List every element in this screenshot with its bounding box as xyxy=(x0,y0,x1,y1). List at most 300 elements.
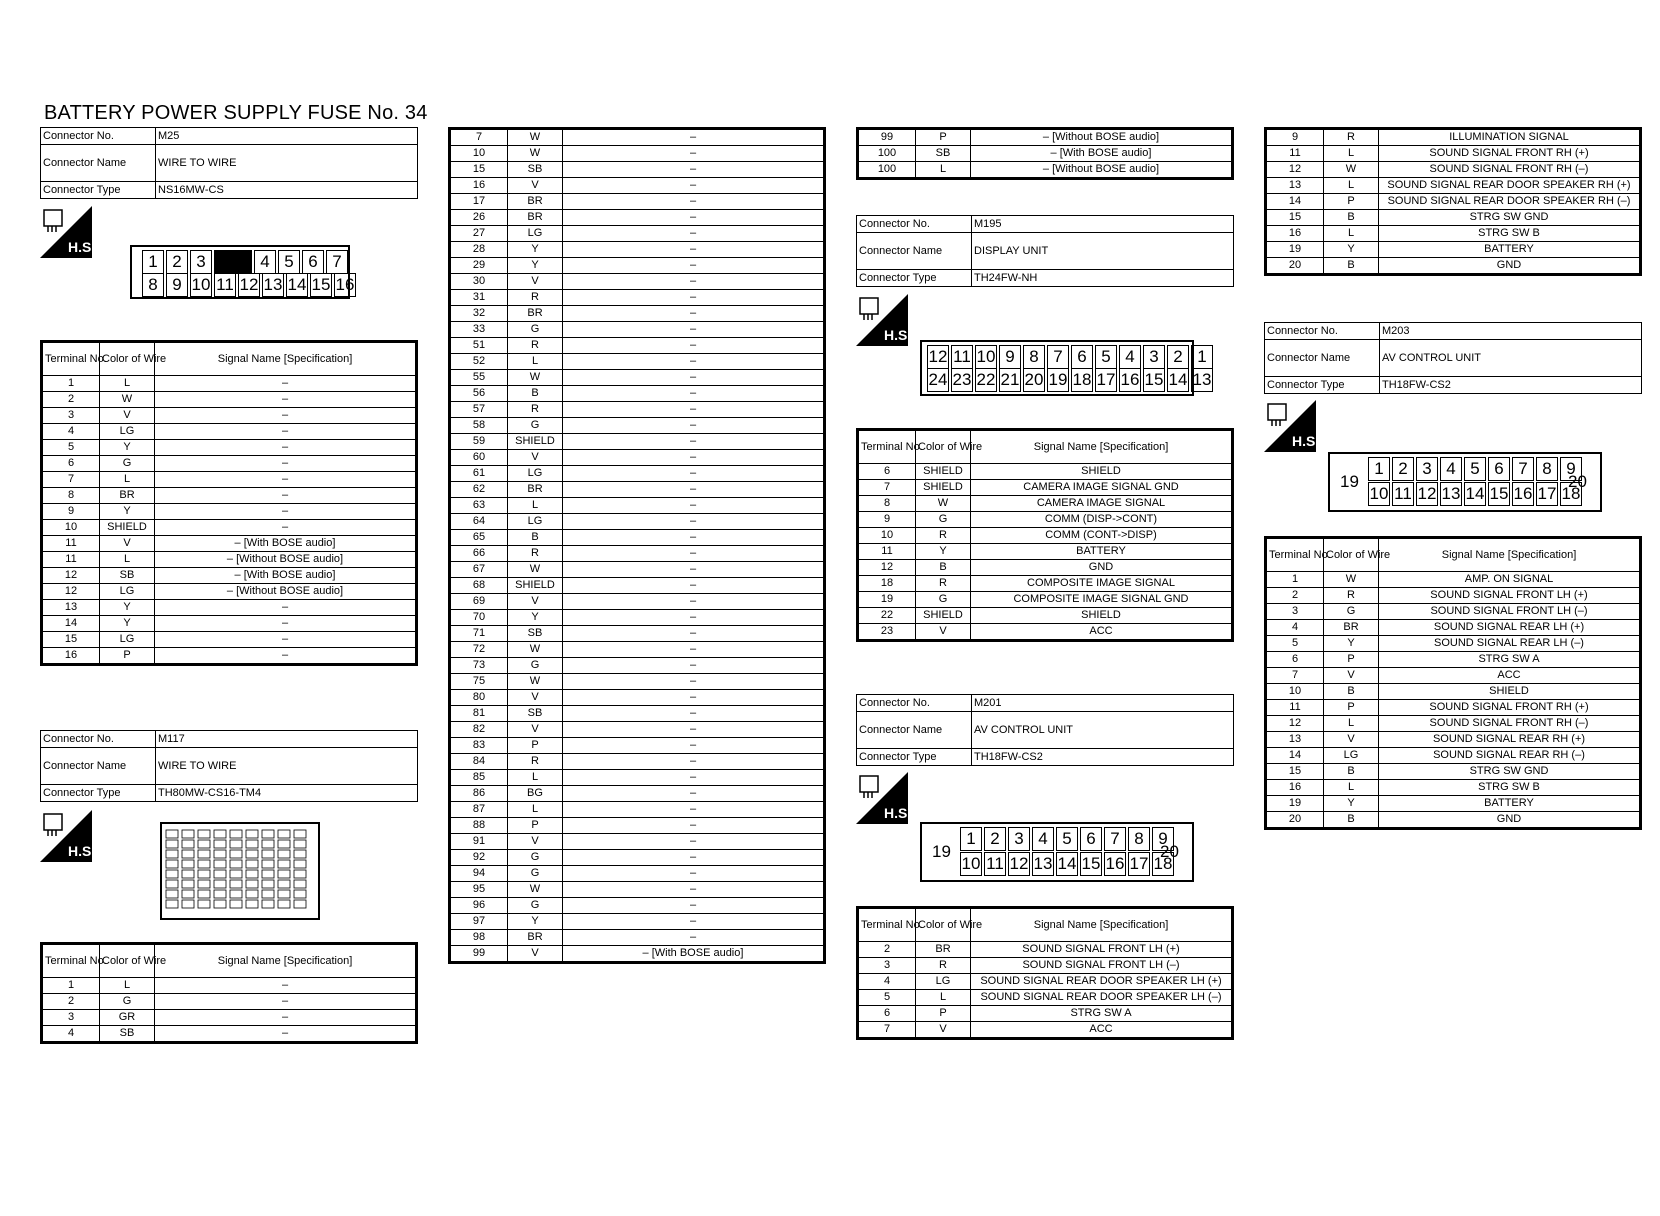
connector-pin: 22 xyxy=(975,368,997,392)
signal-name-cell: SOUND SIGNAL FRONT RH (+) xyxy=(1379,146,1641,162)
connector-pin-cell xyxy=(230,870,242,878)
terminal-no-cell: 7 xyxy=(858,480,916,496)
connector-pin: 6 xyxy=(1488,457,1510,481)
signal-name-cell: – xyxy=(563,546,825,562)
terminal-no-cell: 51 xyxy=(450,338,508,354)
connector-no-value: M117 xyxy=(156,731,418,748)
wire-color-cell: L xyxy=(508,770,563,786)
connector-no-value: M203 xyxy=(1380,323,1642,340)
terminal-no-cell: 63 xyxy=(450,498,508,514)
connector-name-value: WIRE TO WIRE xyxy=(156,145,418,182)
connector-pin: 17 xyxy=(1095,368,1117,392)
connector-pin: 13 xyxy=(262,273,284,297)
signal-name-cell: – xyxy=(563,738,825,754)
table-row xyxy=(450,482,825,498)
wire-color-cell: V xyxy=(508,594,563,610)
wire-color-cell: R xyxy=(916,958,971,974)
signal-name-cell: – xyxy=(563,722,825,738)
signal-name-cell: – xyxy=(563,338,825,354)
terminal-no-cell: 29 xyxy=(450,258,508,274)
connector-pin: 4 xyxy=(1440,457,1462,481)
signal-name-cell: – xyxy=(155,600,417,616)
signal-name-cell: – [With BOSE audio] xyxy=(155,536,417,552)
table-row xyxy=(450,242,825,258)
signal-name-cell: – xyxy=(563,274,825,290)
connector-pin: 18 xyxy=(1071,368,1093,392)
terminal-no-cell: 32 xyxy=(450,306,508,322)
connector-pin: 5 xyxy=(1056,827,1078,851)
wire-color-cell: BG xyxy=(508,786,563,802)
connector-type-label: Connector Type xyxy=(857,749,972,766)
table-row xyxy=(450,610,825,626)
connector-pin-cell xyxy=(182,890,194,898)
terminal-no-cell: 12 xyxy=(42,568,100,584)
wire-color-cell: R xyxy=(508,338,563,354)
wire-color-cell: BR xyxy=(508,194,563,210)
wire-color-cell: L xyxy=(508,498,563,514)
signal-name-cell: BATTERY xyxy=(1379,242,1641,258)
wire-color-cell: G xyxy=(508,850,563,866)
table-row xyxy=(450,129,825,146)
hs-label: H.S. xyxy=(884,327,912,343)
signal-name-cell: – [With BOSE audio] xyxy=(563,946,825,963)
wire-color-cell: L xyxy=(1324,780,1379,796)
signal-name-cell: SOUND SIGNAL FRONT RH (–) xyxy=(1379,716,1641,732)
connector-pin: 21 xyxy=(999,368,1021,392)
color-header: Color of Wire xyxy=(1324,538,1379,572)
connector-pin-cell xyxy=(198,900,210,908)
wire-table-m203 xyxy=(1264,536,1642,830)
wire-color-cell: L xyxy=(100,552,155,568)
connector-pin: 2 xyxy=(166,250,188,274)
connector-pin: 14 xyxy=(1464,482,1486,506)
connector-pin-cell xyxy=(214,890,226,898)
table-row xyxy=(42,632,417,648)
terminal-no-cell: 81 xyxy=(450,706,508,722)
terminal-no-cell: 11 xyxy=(1266,700,1324,716)
connector-pin-cell xyxy=(198,860,210,868)
terminal-no-cell: 57 xyxy=(450,402,508,418)
table-row xyxy=(1266,764,1641,780)
signal-name-cell: – xyxy=(563,370,825,386)
signal-name-cell: – xyxy=(563,306,825,322)
wire-color-cell: P xyxy=(508,738,563,754)
signal-name-cell: – xyxy=(563,242,825,258)
connector-m201 xyxy=(856,694,1234,766)
terminal-no-cell: 4 xyxy=(1266,620,1324,636)
signal-name-cell: – xyxy=(155,648,417,665)
wire-color-cell: V xyxy=(508,450,563,466)
table-row xyxy=(42,994,417,1010)
connector-pin: 18 xyxy=(1560,482,1582,506)
terminal-no-cell: 61 xyxy=(450,466,508,482)
table-row xyxy=(450,786,825,802)
wire-color-cell: W xyxy=(508,642,563,658)
connector-pin: 15 xyxy=(310,273,332,297)
table-row xyxy=(858,608,1233,624)
wire-color-cell: V xyxy=(508,946,563,963)
signal-name-cell: STRG SW GND xyxy=(1379,764,1641,780)
connector-pin-cell xyxy=(278,850,290,858)
connector-pin-cell xyxy=(278,860,290,868)
terminal-no-cell: 72 xyxy=(450,642,508,658)
table-row xyxy=(450,178,825,194)
signal-name-cell: SHIELD xyxy=(971,464,1233,480)
connector-pin: 8 xyxy=(1128,827,1150,851)
wire-table-m195 xyxy=(856,428,1234,642)
table-row xyxy=(450,658,825,674)
connector-pin: 11 xyxy=(214,273,236,297)
wire-color-cell: LG xyxy=(1324,748,1379,764)
terminal-no-cell: 1 xyxy=(42,376,100,392)
connector-face-m203 xyxy=(1328,452,1602,512)
wire-color-cell: LG xyxy=(508,466,563,482)
terminal-no-cell: 96 xyxy=(450,898,508,914)
connector-pin-cell xyxy=(262,890,274,898)
terminal-no-cell: 70 xyxy=(450,610,508,626)
table-row xyxy=(1266,162,1641,178)
signal-name-cell: – xyxy=(563,802,825,818)
wire-color-cell: R xyxy=(508,290,563,306)
table-row xyxy=(1266,748,1641,764)
signal-name-cell: SOUND SIGNAL REAR DOOR SPEAKER LH (+) xyxy=(971,974,1233,990)
table-row xyxy=(42,568,417,584)
connector-m203 xyxy=(1264,322,1642,394)
table-row xyxy=(450,418,825,434)
wire-color-cell: V xyxy=(508,722,563,738)
wire-color-cell: G xyxy=(916,512,971,528)
connector-pin-cell xyxy=(166,900,178,908)
signal-name-cell: ILLUMINATION SIGNAL xyxy=(1379,129,1641,146)
connector-name-label: Connector Name xyxy=(1265,340,1380,377)
signal-name-cell: – xyxy=(563,466,825,482)
table-row xyxy=(1266,258,1641,275)
table-row xyxy=(450,498,825,514)
table-row xyxy=(450,914,825,930)
table-row xyxy=(858,942,1233,958)
connector-type-value: TH18FW-CS2 xyxy=(972,749,1234,766)
signal-name-cell: – xyxy=(563,178,825,194)
wire-color-cell: G xyxy=(100,994,155,1010)
wire-color-cell: LG xyxy=(508,514,563,530)
wire-color-cell: V xyxy=(916,1022,971,1039)
signal-name-cell: – [Without BOSE audio] xyxy=(971,129,1233,146)
terminal-no-cell: 85 xyxy=(450,770,508,786)
signal-name-cell: – xyxy=(563,914,825,930)
terminal-no-cell: 94 xyxy=(450,866,508,882)
connector-m25 xyxy=(40,127,418,199)
signal-name-cell: SHIELD xyxy=(971,608,1233,624)
connector-pin-cell xyxy=(294,850,306,858)
wire-color-cell: L xyxy=(1324,178,1379,194)
wire-color-cell: P xyxy=(1324,700,1379,716)
wire-table-m201-continued xyxy=(1264,127,1642,276)
connector-pin: 15 xyxy=(1080,852,1102,876)
table-row xyxy=(450,578,825,594)
signal-name-cell: – xyxy=(155,994,417,1010)
connector-pin: 4 xyxy=(254,250,276,274)
signal-name-cell: SOUND SIGNAL FRONT RH (–) xyxy=(1379,162,1641,178)
signal-name-cell: – xyxy=(563,770,825,786)
terminal-no-cell: 11 xyxy=(42,536,100,552)
table-row xyxy=(858,544,1233,560)
signal-name-cell: BATTERY xyxy=(971,544,1233,560)
connector-pin: 23 xyxy=(951,368,973,392)
terminal-no-cell: 31 xyxy=(450,290,508,306)
connector-pin-cell xyxy=(230,860,242,868)
signal-name-cell: – xyxy=(563,162,825,178)
wire-color-cell: Y xyxy=(100,600,155,616)
color-header: Color of Wire xyxy=(916,430,971,464)
connector-pin-cell xyxy=(182,860,194,868)
table-row xyxy=(450,546,825,562)
pin-19: 19 xyxy=(932,842,951,861)
table-row xyxy=(1266,194,1641,210)
terminal-no-cell: 14 xyxy=(1266,748,1324,764)
connector-pin: 10 xyxy=(975,345,997,369)
wire-table-m117-end xyxy=(856,127,1234,180)
wire-color-cell: V xyxy=(1324,668,1379,684)
signal-name-cell: – xyxy=(563,882,825,898)
terminal-no-cell: 69 xyxy=(450,594,508,610)
signal-name-cell: – xyxy=(155,520,417,536)
signal-name-cell: ACC xyxy=(971,624,1233,641)
terminal-no-cell: 60 xyxy=(450,450,508,466)
terminal-no-cell: 73 xyxy=(450,658,508,674)
terminal-no-cell: 65 xyxy=(450,530,508,546)
wire-color-cell: BR xyxy=(916,942,971,958)
wire-color-cell: L xyxy=(916,990,971,1006)
signal-name-cell: ACC xyxy=(971,1022,1233,1039)
wire-color-cell: R xyxy=(916,576,971,592)
table-row xyxy=(858,146,1233,162)
connector-pin: 16 xyxy=(1512,482,1534,506)
wire-color-cell: W xyxy=(100,392,155,408)
table-row xyxy=(1266,668,1641,684)
terminal-no-cell: 4 xyxy=(42,424,100,440)
table-row xyxy=(450,626,825,642)
connector-name-value: AV CONTROL UNIT xyxy=(1380,340,1642,377)
table-row xyxy=(450,738,825,754)
connector-pin-cell xyxy=(182,850,194,858)
wire-color-cell: SB xyxy=(508,626,563,642)
pin-19: 19 xyxy=(1340,472,1359,491)
connector-pin: 5 xyxy=(278,250,300,274)
table-row xyxy=(42,536,417,552)
connector-pin: 10 xyxy=(960,852,982,876)
connector-pin: 12 xyxy=(1416,482,1438,506)
table-row xyxy=(858,974,1233,990)
signal-name-cell: – xyxy=(563,898,825,914)
wire-color-cell: V xyxy=(1324,732,1379,748)
signal-name-cell: – xyxy=(563,129,825,146)
connector-pin: 6 xyxy=(1080,827,1102,851)
wire-color-cell: Y xyxy=(508,914,563,930)
table-row xyxy=(858,624,1233,641)
signal-name-cell: – xyxy=(155,376,417,392)
wire-color-cell: B xyxy=(1324,764,1379,780)
connector-pin-cell xyxy=(262,870,274,878)
table-row xyxy=(42,504,417,520)
signal-name-cell: – xyxy=(563,322,825,338)
table-row xyxy=(450,850,825,866)
signal-name-cell: SOUND SIGNAL FRONT LH (+) xyxy=(1379,588,1641,604)
signal-name-cell: – xyxy=(563,450,825,466)
terminal-no-header: Terminal No. xyxy=(858,908,916,942)
signal-name-cell: – xyxy=(563,610,825,626)
terminal-no-cell: 100 xyxy=(858,146,916,162)
signal-name-cell: – [Without BOSE audio] xyxy=(971,162,1233,179)
wire-color-cell: R xyxy=(508,546,563,562)
connector-pin: 8 xyxy=(142,273,164,297)
connector-pin-cell xyxy=(246,890,258,898)
signal-name-cell: COMPOSITE IMAGE SIGNAL xyxy=(971,576,1233,592)
signal-name-cell: – xyxy=(155,978,417,994)
hs-label: H.S. xyxy=(68,239,96,255)
table-row xyxy=(858,990,1233,1006)
terminal-no-cell: 8 xyxy=(858,496,916,512)
wire-color-cell: B xyxy=(508,530,563,546)
terminal-no-cell: 19 xyxy=(1266,796,1324,812)
table-row xyxy=(1266,732,1641,748)
terminal-no-cell: 62 xyxy=(450,482,508,498)
connector-type-label: Connector Type xyxy=(1265,377,1380,394)
connector-pin-cell xyxy=(294,900,306,908)
signal-name-cell: – xyxy=(563,434,825,450)
terminal-no-header: Terminal No. xyxy=(858,430,916,464)
connector-pin-cell xyxy=(230,900,242,908)
connector-pin-cell xyxy=(214,850,226,858)
table-row xyxy=(450,642,825,658)
table-row xyxy=(450,802,825,818)
connector-face-m25 xyxy=(130,245,355,299)
hs-harness-side-icon xyxy=(40,206,96,258)
terminal-no-cell: 4 xyxy=(858,974,916,990)
wire-color-cell: V xyxy=(100,536,155,552)
signal-name-cell: SOUND SIGNAL FRONT LH (–) xyxy=(971,958,1233,974)
connector-no-value: M195 xyxy=(972,216,1234,233)
signal-name-cell: BATTERY xyxy=(1379,796,1641,812)
terminal-no-cell: 88 xyxy=(450,818,508,834)
table-row xyxy=(450,594,825,610)
wire-color-cell: V xyxy=(508,178,563,194)
wire-color-cell: GR xyxy=(100,1010,155,1026)
table-row xyxy=(1266,700,1641,716)
signal-name-cell: SOUND SIGNAL REAR RH (+) xyxy=(1379,732,1641,748)
table-row xyxy=(858,512,1233,528)
connector-pin-cell xyxy=(166,840,178,848)
terminal-no-cell: 68 xyxy=(450,578,508,594)
connector-pin-cell xyxy=(294,830,306,838)
terminal-no-cell: 3 xyxy=(1266,604,1324,620)
connector-name-label: Connector Name xyxy=(41,748,156,785)
wire-color-cell: B xyxy=(916,560,971,576)
connector-face-m201 xyxy=(920,822,1194,882)
signal-name-cell: – [With BOSE audio] xyxy=(971,146,1233,162)
signal-name-cell: – xyxy=(563,786,825,802)
terminal-no-cell: 83 xyxy=(450,738,508,754)
connector-pin: 6 xyxy=(1071,345,1093,369)
terminal-no-cell: 15 xyxy=(42,632,100,648)
terminal-no-cell: 67 xyxy=(450,562,508,578)
wire-table-m117 xyxy=(40,942,418,1044)
connector-pin-cell xyxy=(294,890,306,898)
connector-m195 xyxy=(856,215,1234,287)
signal-name-cell: – xyxy=(563,642,825,658)
page-title: BATTERY POWER SUPPLY FUSE No. 34 xyxy=(44,102,428,124)
signal-name-cell: SHIELD xyxy=(1379,684,1641,700)
wire-color-cell: SHIELD xyxy=(508,578,563,594)
terminal-no-cell: 7 xyxy=(42,472,100,488)
connector-pin-cell xyxy=(230,880,242,888)
table-row xyxy=(450,194,825,210)
table-row xyxy=(450,274,825,290)
table-row xyxy=(1266,588,1641,604)
wire-color-cell: L xyxy=(1324,146,1379,162)
terminal-no-cell: 33 xyxy=(450,322,508,338)
connector-pin: 7 xyxy=(1104,827,1126,851)
wire-color-cell: SB xyxy=(100,568,155,584)
terminal-no-header: Terminal No. xyxy=(42,944,100,978)
wire-color-cell: V xyxy=(100,408,155,424)
signal-name-cell: – xyxy=(563,498,825,514)
table-row xyxy=(42,600,417,616)
signal-name-cell: SOUND SIGNAL FRONT RH (+) xyxy=(1379,700,1641,716)
signal-name-cell: – [With BOSE audio] xyxy=(155,568,417,584)
wire-color-cell: LG xyxy=(916,974,971,990)
connector-pin-cell xyxy=(294,880,306,888)
connector-pin-cell xyxy=(278,880,290,888)
connector-pin-cell xyxy=(230,850,242,858)
connector-type-value: TH18FW-CS2 xyxy=(1380,377,1642,394)
table-row xyxy=(858,464,1233,480)
terminal-no-cell: 12 xyxy=(1266,716,1324,732)
terminal-no-cell: 52 xyxy=(450,354,508,370)
terminal-no-header: Terminal No. xyxy=(42,342,100,376)
terminal-no-cell: 95 xyxy=(450,882,508,898)
table-row xyxy=(42,520,417,536)
terminal-no-cell: 9 xyxy=(1266,129,1324,146)
connector-type-label: Connector Type xyxy=(41,182,156,199)
table-row xyxy=(42,616,417,632)
table-row xyxy=(1266,636,1641,652)
wire-color-cell: Y xyxy=(1324,796,1379,812)
table-row xyxy=(450,866,825,882)
wire-color-cell: Y xyxy=(100,616,155,632)
wire-color-cell: BR xyxy=(100,488,155,504)
wire-color-cell: V xyxy=(508,274,563,290)
signal-name-cell: SOUND SIGNAL FRONT LH (+) xyxy=(971,942,1233,958)
table-row xyxy=(450,930,825,946)
connector-pin-cell xyxy=(166,850,178,858)
terminal-no-cell: 3 xyxy=(858,958,916,974)
terminal-no-cell: 16 xyxy=(450,178,508,194)
connector-pin: 15 xyxy=(1488,482,1510,506)
terminal-no-cell: 19 xyxy=(858,592,916,608)
connector-pin-cell xyxy=(198,840,210,848)
wire-color-cell: P xyxy=(100,648,155,665)
signal-name-cell: – [Without BOSE audio] xyxy=(155,584,417,600)
wire-color-cell: B xyxy=(1324,684,1379,700)
signal-name-cell: – xyxy=(563,514,825,530)
wire-color-cell: L xyxy=(508,802,563,818)
table-row xyxy=(858,576,1233,592)
signal-name-cell: CAMERA IMAGE SIGNAL GND xyxy=(971,480,1233,496)
terminal-no-cell: 7 xyxy=(450,129,508,146)
connector-pin-cell xyxy=(182,840,194,848)
terminal-no-cell: 15 xyxy=(1266,210,1324,226)
terminal-no-cell: 7 xyxy=(1266,668,1324,684)
